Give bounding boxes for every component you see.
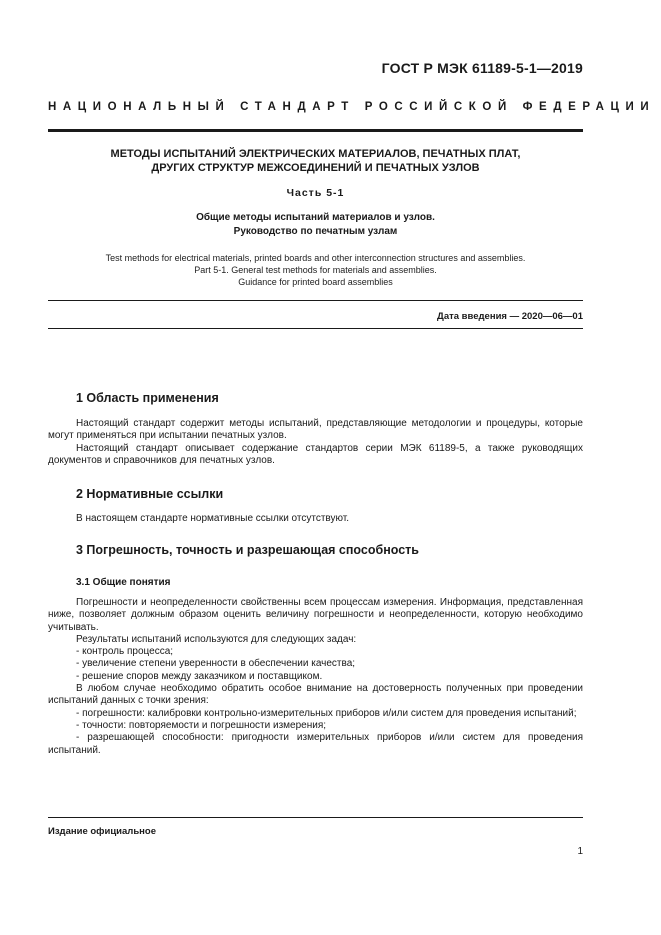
section-2-body <box>48 513 583 525</box>
list-item: - решение споров между заказчиком и поставщиком. <box>76 670 323 682</box>
document-code: ГОСТ Р МЭК 61189-5-1—2019 <box>381 60 583 76</box>
section-3-paragraph-1: Погрешности и неопределенности свойственны всем процессам измерения. Информация, представленная ниже, позволяет должным образом оценить величину погрешности и неопределенности, которую необходимо учитывать. <box>48 597 583 633</box>
part-label: Часть 5-1 <box>286 187 345 199</box>
title-ru <box>48 147 583 175</box>
page-number: 1 <box>577 846 583 857</box>
edition-label: Издание официальное <box>48 826 156 837</box>
list-item: - погрешности: калибровки контрольно-измерительных приборов и/или систем для проведения испытаний; <box>76 707 577 719</box>
section-3-heading: 3 Погрешность, точность и разрешающая способность <box>76 543 419 557</box>
section-1-heading: 1 Область применения <box>76 391 219 405</box>
section-2-paragraph-1: В настоящем стандарте нормативные ссылки отсутствуют. <box>76 513 350 524</box>
title-en-line-1: Test methods for electrical materials, printed boards and other interconnection structures and assemblies. <box>105 253 526 263</box>
intro-date: Дата введения — 2020—06—01 <box>437 311 583 322</box>
subtitle-ru <box>48 211 583 239</box>
list-item: - точности: повторяемости и погрешности измерения; <box>76 719 327 731</box>
header-rule <box>48 129 583 132</box>
subtitle-ru-line-1: Общие методы испытаний материалов и узлов. <box>196 212 435 223</box>
title-ru-line-1: МЕТОДЫ ИСПЫТАНИЙ ЭЛЕКТРИЧЕСКИХ МАТЕРИАЛОВ, ПЕЧАТНЫХ ПЛАТ, <box>110 148 521 160</box>
section-3-paragraph-2: Результаты испытаний используются для следующих задач: <box>76 633 357 645</box>
list-item: - увеличение степени уверенности в обеспечении качества; <box>76 658 356 670</box>
title-en <box>48 252 583 288</box>
section-1-paragraph-1: Настоящий стандарт содержит методы испытаний, представляющие методологии и процедуры, которые могут применяться при испытании печатных узлов. <box>48 418 583 442</box>
list-item: - разрешающей способности: пригодности измерительных приборов и/или систем для проведения испытаний. <box>48 732 583 756</box>
section-2-heading: 2 Нормативные ссылки <box>76 487 224 501</box>
section-3-paragraph-3: В любом случае необходимо обратить особое внимание на достоверность полученных при проведении испытаний данных с точки зрения: <box>48 683 583 707</box>
title-ru-line-2: ДРУГИХ СТРУКТУР МЕЖСОЕДИНЕНИЙ И ПЕЧАТНЫХ УЗЛОВ <box>151 162 480 174</box>
section-3-body <box>48 597 583 757</box>
title-en-line-3: Guidance for printed board assemblies <box>238 277 393 287</box>
national-standard-banner: НАЦИОНАЛЬНЫЙ СТАНДАРТ РОССИЙСКОЙ ФЕДЕРАЦИИ <box>48 101 656 113</box>
title-en-line-2: Part 5-1. General test methods for materials and assemblies. <box>194 265 437 275</box>
section-1-paragraph-2: Настоящий стандарт описывает содержание стандартов серии МЭК 61189-5, а также руководящих документов и справочников для печатных узлов. <box>48 442 583 466</box>
intro-date-top-rule <box>48 300 583 301</box>
footer-rule <box>48 817 583 818</box>
intro-date-bottom-rule <box>48 328 583 329</box>
subtitle-ru-line-2: Руководство по печатным узлам <box>233 226 398 237</box>
list-item: - контроль процесса; <box>76 646 174 658</box>
section-1-body <box>48 418 583 467</box>
section-3-1-heading: 3.1 Общие понятия <box>76 577 171 588</box>
